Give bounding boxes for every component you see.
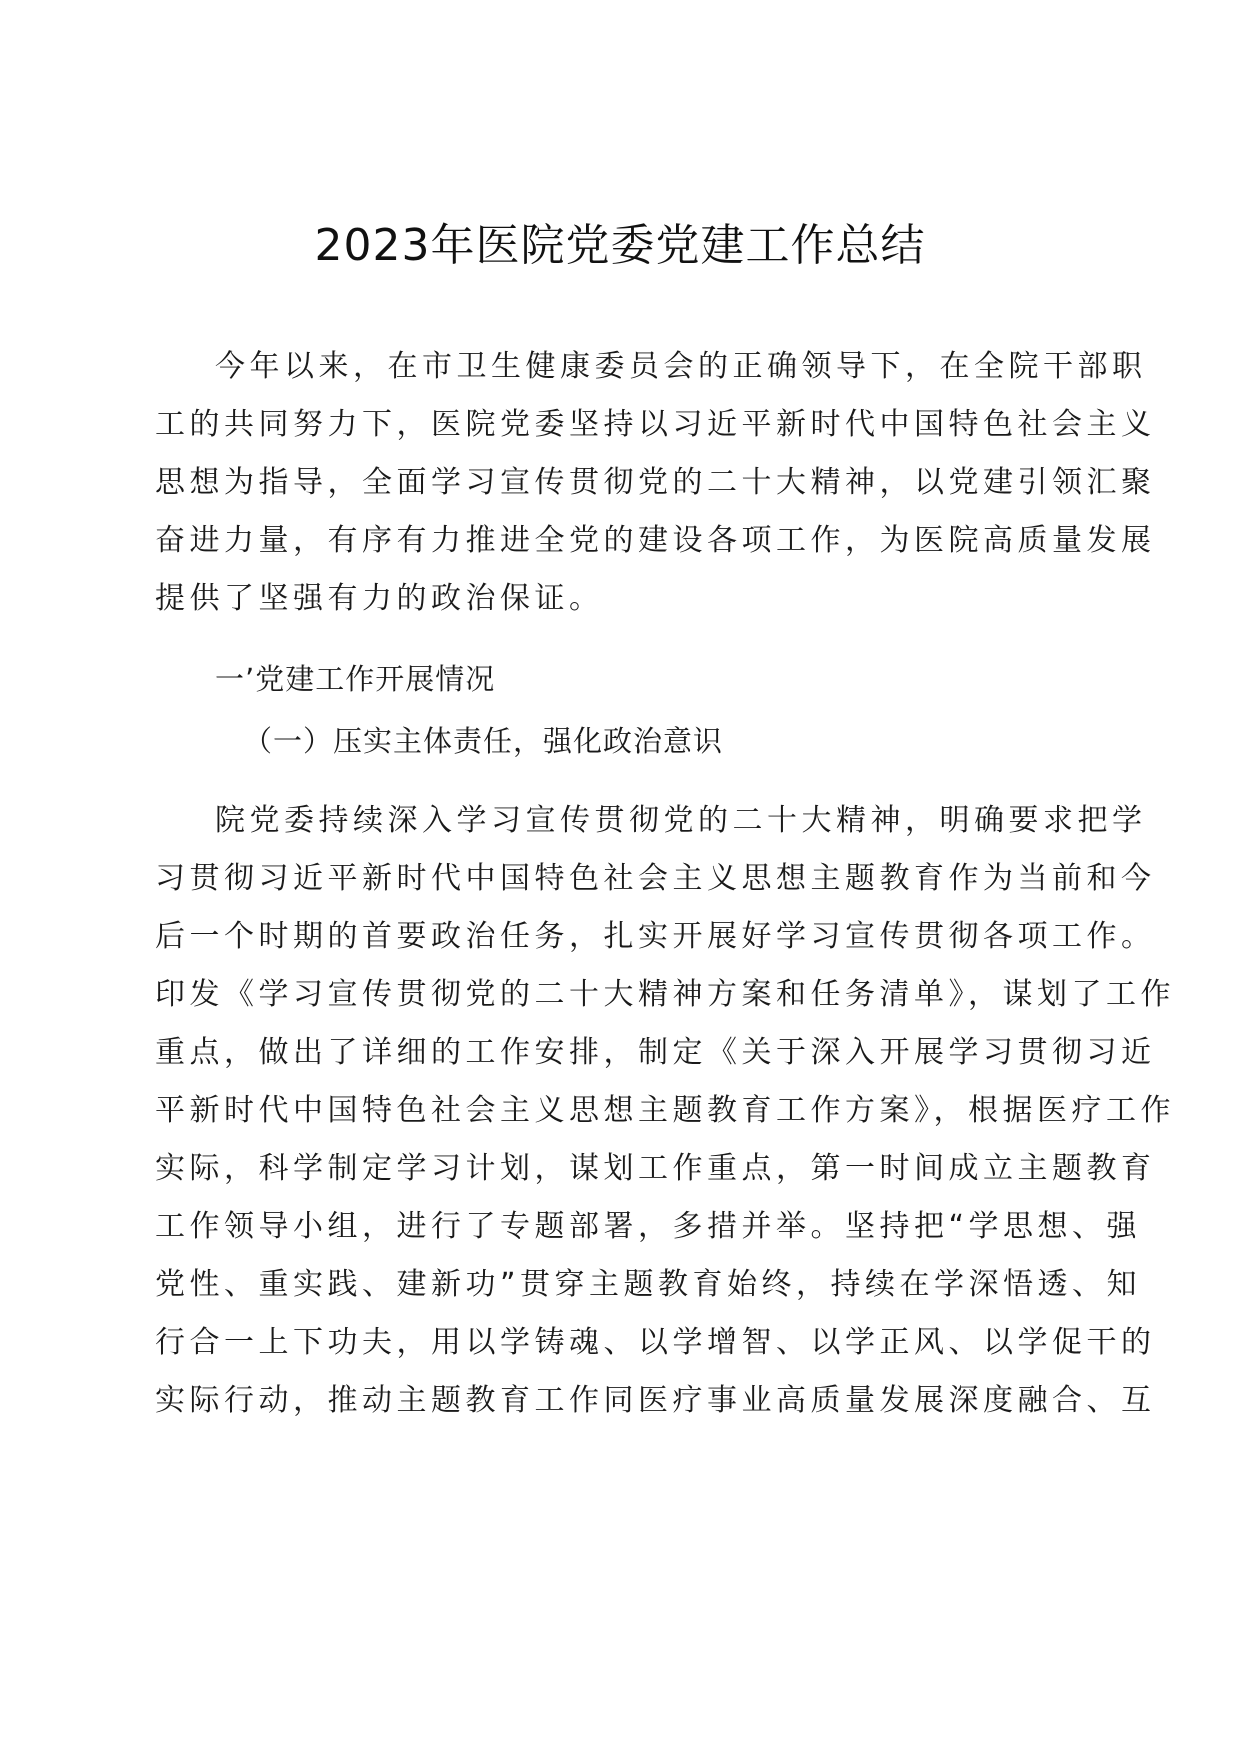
- subsection-heading: （一）压实主体责任，强化政治意识: [243, 724, 724, 758]
- intro-line: 思想为指导，全面学习宣传贯彻党的二十大精神，以党建引领汇聚: [155, 465, 1156, 500]
- body-line: 后一个时期的首要政治任务，扎实开展好学习宣传贯彻各项工作。: [155, 919, 1156, 954]
- intro-paragraph: [155, 338, 1156, 628]
- body-line: 实际行动，推动主题教育工作同医疗事业高质量发展深度融合、互: [155, 1383, 1156, 1418]
- body-line: 印发《学习宣传贯彻党的二十大精神方案和任务清单》，谋划了工作: [155, 977, 1175, 1012]
- document-title: 2023年医院党委党建工作总结: [314, 220, 926, 271]
- section-heading: 一’党建工作开展情况: [215, 662, 496, 696]
- document-body: [155, 338, 1175, 1430]
- body-line: 党性、重实践、建新功”贯穿主题教育始终，持续在学深悟透、知: [155, 1267, 1142, 1302]
- intro-line: 今年以来，在市卫生健康委员会的正确领导下，在全院干部职: [215, 349, 1147, 384]
- body-paragraph: [155, 792, 1175, 1430]
- intro-line: 奋进力量，有序有力推进全党的建设各项工作，为医院高质量发展: [155, 523, 1156, 558]
- body-line: 院党委持续深入学习宣传贯彻党的二十大精神，明确要求把学: [215, 803, 1147, 838]
- body-line: 工作领导小组，进行了专题部署，多措并举。坚持把“学思想、强: [155, 1209, 1142, 1244]
- intro-line: 工的共同努力下，医院党委坚持以习近平新时代中国特色社会主义: [155, 407, 1156, 442]
- body-line: 平新时代中国特色社会主义思想主题教育工作方案》，根据医疗工作: [155, 1093, 1175, 1128]
- body-line: 实际，科学制定学习计划，谋划工作重点，第一时间成立主题教育: [155, 1151, 1156, 1186]
- body-line: 行合一上下功夫，用以学铸魂、以学增智、以学正风、以学促干的: [155, 1325, 1156, 1360]
- body-line: 重点，做出了详细的工作安排，制定《关于深入开展学习贯彻习近: [155, 1035, 1156, 1070]
- body-line: 习贯彻习近平新时代中国特色社会主义思想主题教育作为当前和今: [155, 861, 1156, 896]
- intro-line: 提供了坚强有力的政治保证。: [155, 581, 604, 616]
